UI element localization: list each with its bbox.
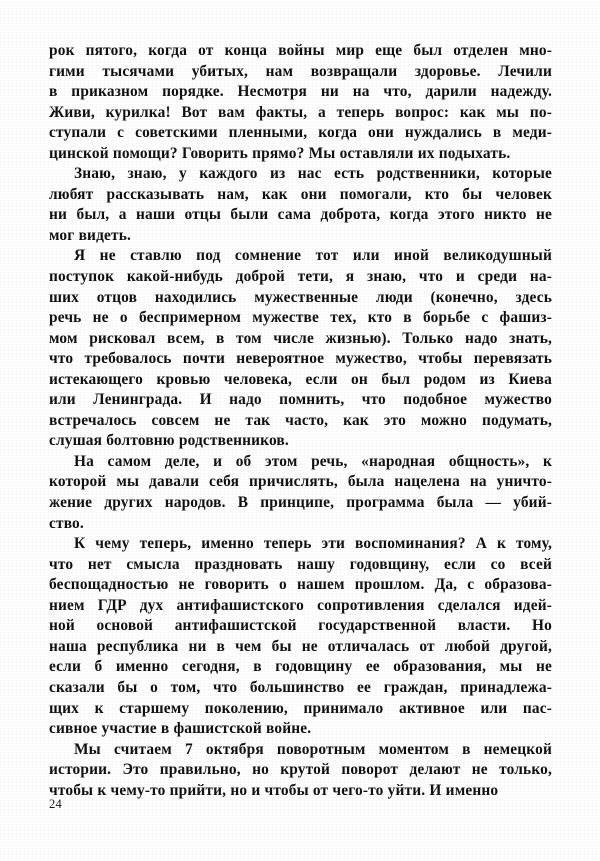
text-line: беспощадностью не говорить о нашем прошлом. Да, с образова- — [49, 576, 552, 594]
text-line: мог видеть. — [49, 226, 132, 244]
text-line: К чему теперь, именно теперь эти воспоминания? А к тому, — [74, 535, 552, 553]
paragraph — [49, 534, 552, 739]
text-line: что требовалось почти невероятное мужество, чтобы перевязать — [49, 350, 552, 368]
text-line: ших отцов находились мужественные люди (конечно, здесь — [49, 288, 552, 306]
text-line: Живи, курилка! Вот вам факты, а теперь вопрос: как мы по- — [49, 103, 552, 121]
text-line: гими тысячами убитых, нам возвращали здоровье. Лечили — [49, 62, 552, 80]
text-line: рок пятого, когда от конца войны мир еще был отделен мно- — [49, 42, 552, 59]
paragraph — [49, 740, 552, 802]
text-line: ство. — [49, 514, 84, 532]
text-line: чтобы к чему-то прийти, но и чтобы от чего-то уйти. И именно — [49, 781, 499, 799]
text-line: наша республика ни в чем бы не отличалась от любой другой, — [49, 637, 552, 655]
text-line: ни был, а наши отцы были сама доброта, когда этого никто не — [49, 206, 552, 224]
paragraph — [49, 246, 552, 451]
text-line: Я не ставлю под сомнение тот или иной великодушный — [74, 247, 552, 265]
page-number: 24 — [49, 797, 62, 811]
text-line: речь не о беспримерном мужестве тех, кто в борьбе с фашиз- — [49, 309, 552, 327]
paragraph — [49, 164, 552, 246]
text-line: что нет смысла праздновать нашу годовщину, если со всей — [49, 555, 552, 573]
text-line: сивное участие в фашистской войне. — [49, 720, 312, 738]
text-line: жение других народов. В принципе, программа была — убий- — [49, 494, 552, 512]
text-line: если б именно сегодня, в годовщину ее образования, мы не — [49, 658, 552, 676]
text-line: ной основой антифашистской государственной власти. Но — [49, 617, 552, 635]
text-line: мом рисковал всем, в том числе жизнью). Только надо знать, — [49, 329, 552, 347]
text-line: сказали бы о том, что большинство ее граждан, принадлежа- — [49, 678, 552, 696]
text-line: На самом деле, и об этом речь, «народная общность», к — [74, 452, 552, 470]
text-line: которой мы давали себя причислять, была нацелена на уничто- — [49, 473, 552, 491]
text-line: Знаю, знаю, у каждого из нас есть родственники, которые — [74, 165, 552, 183]
text-line: истекающего кровью человека, если он был родом из Киева — [49, 370, 552, 388]
text-line: щих к старшему поколению, принимало активное или пас- — [49, 699, 552, 717]
text-line: любят рассказывать нам, как они помогали, кто бы человек — [49, 185, 552, 203]
paragraph — [49, 41, 552, 164]
text-line: истории. Это правильно, но крутой поворот делают не только, — [49, 761, 552, 779]
text-line: ступали с советскими пленными, когда они нуждались в меди- — [49, 124, 552, 142]
text-line: в приказном порядке. Несмотря ни на что, дарили надежду. — [49, 83, 552, 101]
text-line: слушая болтовню родственников. — [49, 432, 289, 450]
text-line: встречалось совсем не так часто, как это можно подумать, — [49, 411, 552, 429]
text-line: Мы считаем 7 октября поворотным моментом в немецкой — [74, 740, 552, 758]
body-text-column — [49, 41, 552, 801]
text-line: цинской помощи? Говорить прямо? Мы оставляли их подыхать. — [49, 144, 511, 162]
text-line: или Ленинграда. И надо помнить, что подобное мужество — [49, 391, 552, 409]
text-line: поступок какой-нибудь доброй тети, я знаю, что и среди на- — [49, 268, 552, 286]
text-line: нием ГДР дух антифашистского сопротивления сделался идей- — [49, 596, 552, 614]
paragraph — [49, 452, 552, 534]
